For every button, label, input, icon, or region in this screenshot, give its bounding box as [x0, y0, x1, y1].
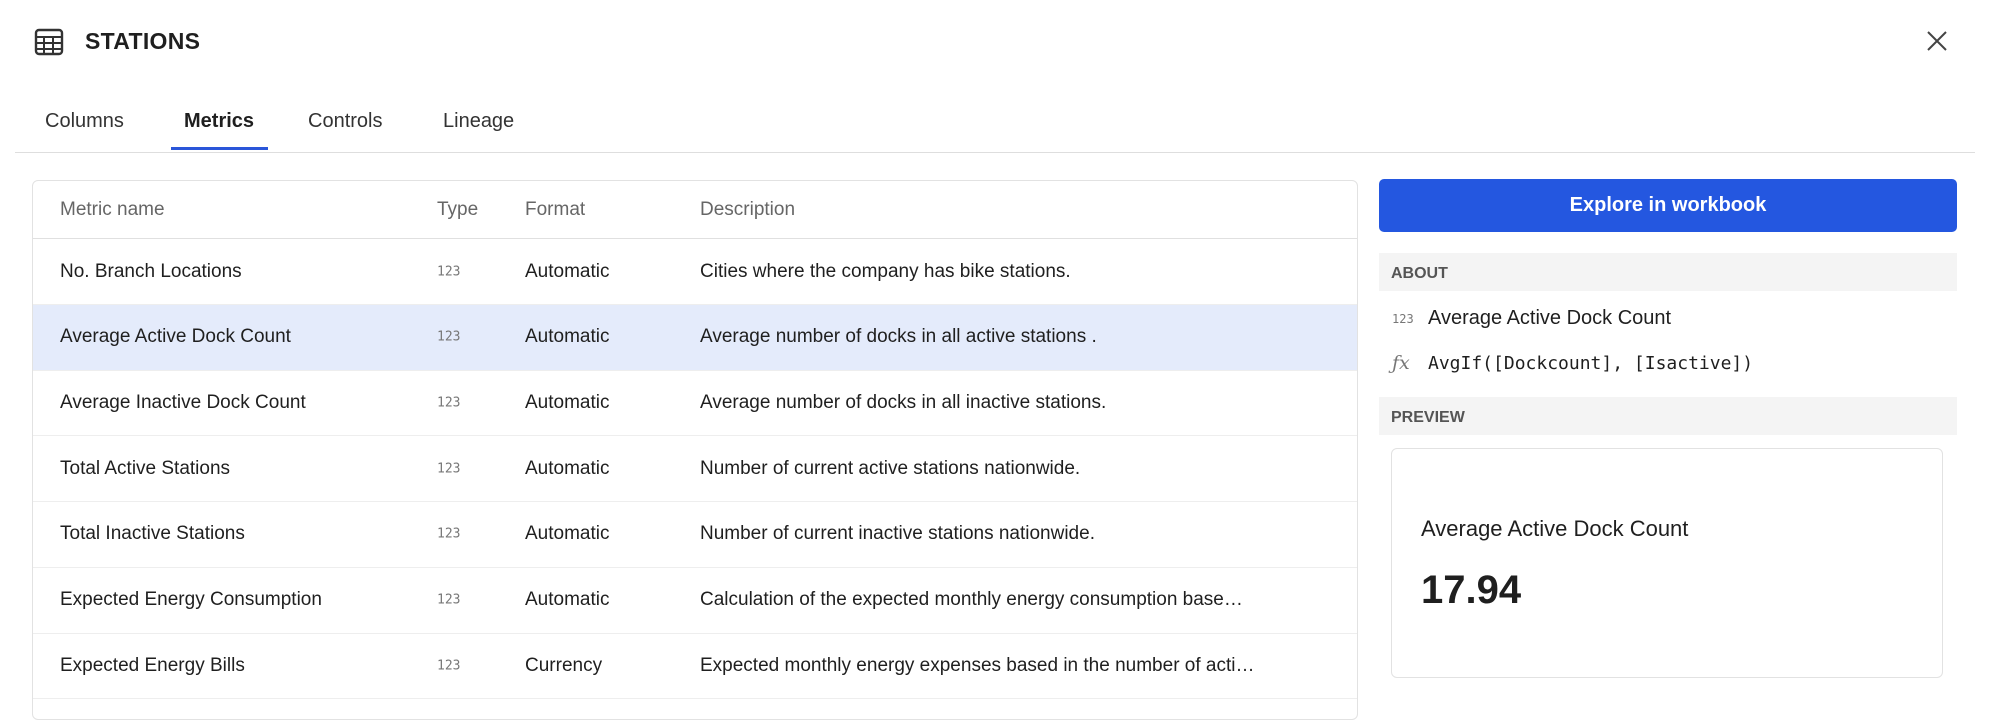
table-row[interactable] — [33, 239, 1357, 305]
number-type-icon: 123 — [437, 329, 461, 345]
metric-format: Automatic — [525, 326, 610, 348]
about-section-header: ABOUT — [1379, 253, 1957, 291]
metrics-table — [32, 180, 1358, 720]
page-title: STATIONS — [85, 28, 201, 54]
close-icon[interactable] — [1920, 24, 1954, 58]
metric-format: Automatic — [525, 457, 610, 479]
table-row[interactable] — [33, 568, 1357, 634]
tab-controls[interactable]: Controls — [308, 110, 383, 132]
table-icon — [34, 27, 64, 57]
about-formula — [1392, 352, 1753, 374]
metric-description: Average number of docks in all active stations . — [700, 326, 1097, 348]
number-type-icon: 123 — [437, 592, 461, 608]
formula-text: AvgIf([Dockcount], [Isactive]) — [1428, 352, 1754, 374]
table-row[interactable] — [33, 502, 1357, 568]
preview-card — [1391, 448, 1943, 678]
table-row[interactable] — [33, 436, 1357, 502]
metric-format: Automatic — [525, 391, 610, 413]
explore-in-workbook-button[interactable]: Explore in workbook — [1379, 179, 1957, 232]
preview-value: 17.94 — [1421, 568, 1522, 612]
active-tab-indicator — [171, 147, 268, 150]
number-type-icon: 123 — [437, 526, 461, 542]
metric-description: Number of current active stations nationwide. — [700, 457, 1081, 479]
about-metric — [1392, 307, 1671, 330]
formula-icon: ƒx — [1392, 352, 1410, 374]
metric-name: No. Branch Locations — [60, 260, 242, 282]
header-metric-name[interactable]: Metric name — [60, 198, 165, 220]
table-header — [33, 181, 1357, 239]
about-metric-name: Average Active Dock Count — [1428, 307, 1672, 329]
tab-columns[interactable]: Columns — [45, 110, 124, 132]
metric-name: Average Active Dock Count — [60, 326, 291, 348]
number-type-icon: 123 — [437, 264, 461, 279]
metric-description: Average number of docks in all inactive stations. — [700, 391, 1107, 413]
header-description[interactable]: Description — [700, 198, 796, 220]
tab-metrics[interactable]: Metrics — [184, 110, 255, 132]
preview-section-header: PREVIEW — [1379, 397, 1957, 435]
metric-name: Expected Energy Bills — [60, 654, 245, 676]
preview-title: Average Active Dock Count — [1421, 516, 1689, 541]
metric-description: Number of current inactive stations nationwide. — [700, 523, 1095, 545]
metric-description: Cities where the company has bike stations. — [700, 260, 1071, 282]
header-format[interactable]: Format — [525, 198, 586, 220]
number-type-icon: 123 — [437, 395, 461, 411]
metric-name: Average Inactive Dock Count — [60, 391, 306, 413]
metric-name: Total Active Stations — [60, 457, 231, 479]
metric-format: Currency — [525, 654, 603, 676]
header-type[interactable]: Type — [437, 198, 479, 220]
number-type-icon: 123 — [437, 658, 461, 674]
metric-format: Automatic — [525, 523, 610, 545]
number-type-icon: 123 — [437, 461, 461, 477]
number-type-icon: 123 — [1392, 311, 1414, 326]
metric-name: Total Inactive Stations — [60, 523, 245, 545]
metric-name: Expected Energy Consumption — [60, 589, 322, 610]
metric-format: Automatic — [525, 589, 610, 610]
divider — [15, 152, 1975, 153]
metric-description: Calculation of the expected monthly energy consumption base… — [700, 589, 1243, 610]
metric-format: Automatic — [525, 260, 610, 282]
tab-lineage[interactable]: Lineage — [443, 110, 515, 132]
table-row[interactable] — [33, 633, 1357, 699]
table-row[interactable] — [33, 370, 1357, 436]
metric-description: Expected monthly energy expenses based in the number of acti… — [700, 654, 1255, 676]
table-row[interactable] — [33, 305, 1357, 371]
